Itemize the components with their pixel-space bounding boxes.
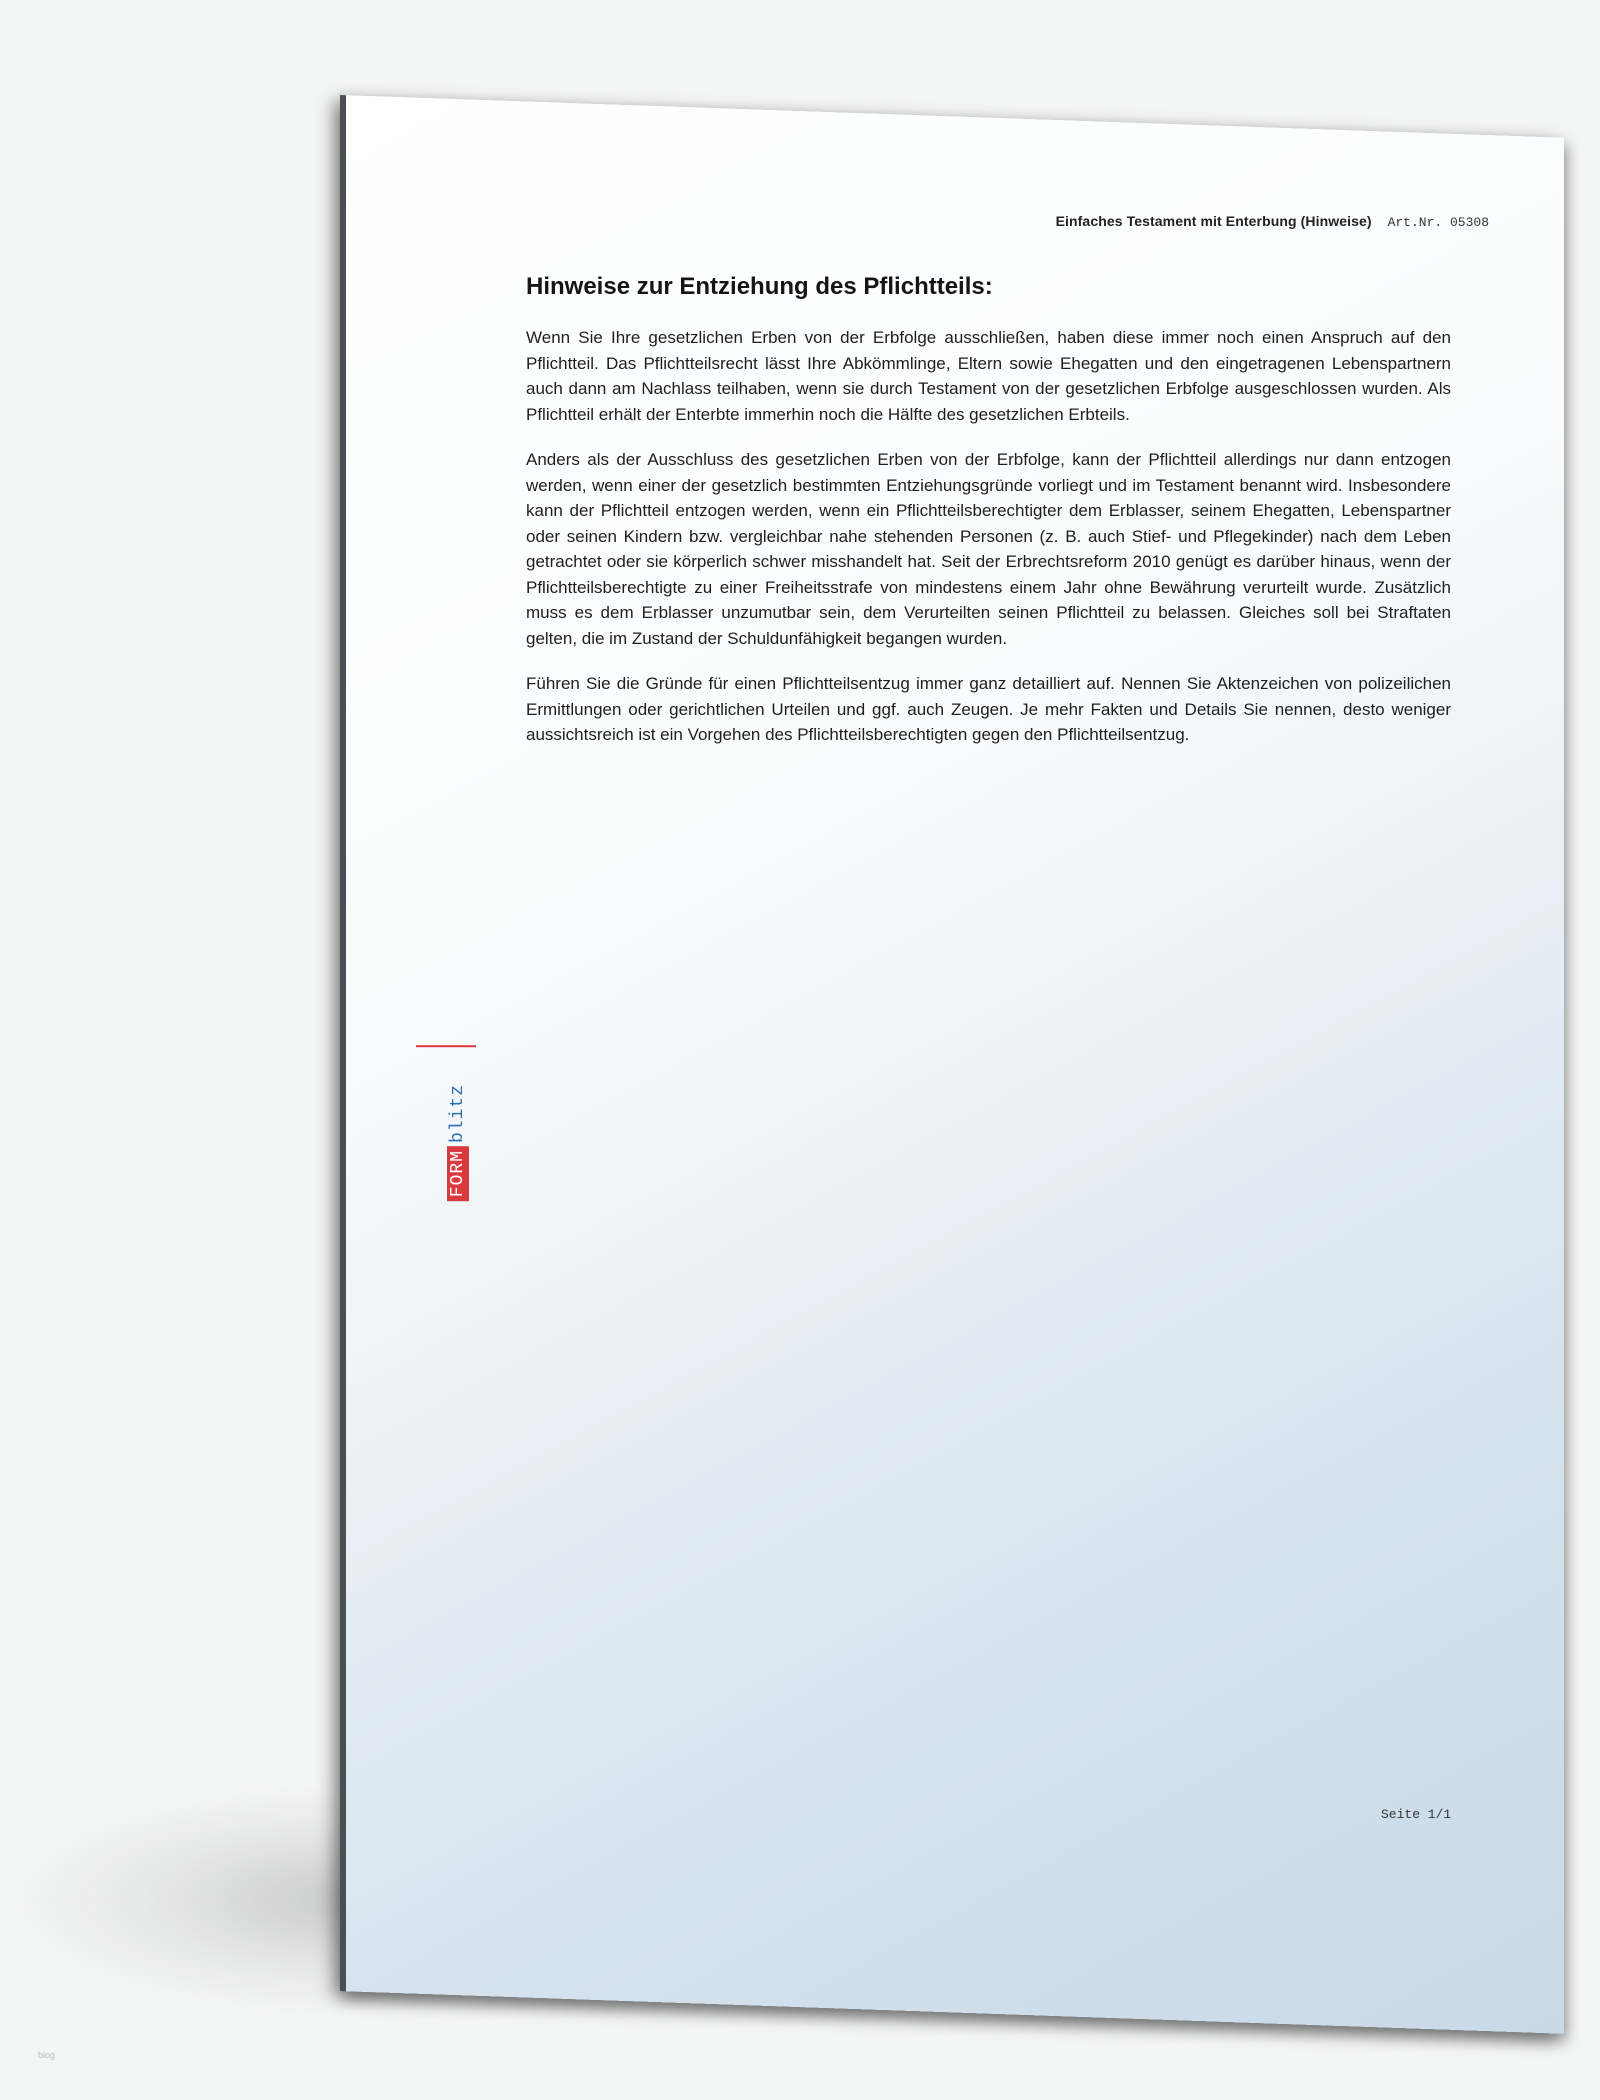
article-number: Art.Nr. 05308 (1387, 215, 1489, 231)
paragraph-1: Wenn Sie Ihre gesetzlichen Erben von der Erbfolge ausschließen, haben diese immer noch einen Anspruch auf den Pflichtteil. Das Pflichtteilsrecht lässt Ihre Abkömmlinge, Eltern sowie Ehegatten und den eingetragenen Lebenspartnern auch dann am Nachlass teilhaben, wenn sie durch Testament von der gesetzlichen Erbfolge ausgeschlossen wurden. Als Pflichtteil erhält der Enterbte immerhin noch die Hälfte des gesetzlichen Erbteils. (526, 328, 1451, 424)
logo-accent-bar (416, 1045, 476, 1047)
document-page-content (346, 95, 1564, 1991)
logo-wordmark (447, 1051, 469, 1201)
document-header (1056, 213, 1489, 230)
page-number: Seite 1/1 (1381, 1807, 1452, 1823)
paragraph-2: Anders als der Ausschluss des gesetzlichen Erben von der Erbfolge, kann der Pflichtteil allerdings nur dann entzogen werden, wenn einer der gesetzlich bestimmten Entziehungsgründe vorliegt und im Testament benannt wird. Insbesondere kann der Pflichtteil entzogen werden, wenn ein Pflichtteilsberechtigter dem Erblasser, seinem Ehegatten, Lebenspartner oder seinen Kindern bzw. vergleichbar nahe stehenden Personen (z. B. auch Stief- und Pflegekinder) nach dem Leben getrachtet oder sie körperlich schwer misshandelt hat. Seit der Erbrechtsreform 2010 genügt es darüber hinaus, wenn der Pflichtteilsberechtigte zu einer Freiheitsstrafe von mindestens einem Jahr ohne Bewährung verurteilt wurde. Zusätzlich muss es dem Erblasser unzumutbar sein, dem Verurteilten seinen Pflichtteil zu belassen. Gleiches soll bei Straftaten gelten, die im Zustand der Schuldunfähigkeit begangen wurden. (526, 450, 1451, 648)
document-body (526, 273, 1451, 768)
document-page (340, 95, 1564, 2034)
logo-part-blitz: blitz (448, 1083, 468, 1143)
corner-watermark: blog (38, 2050, 56, 2060)
formblitz-logo (416, 1045, 476, 1215)
logo-part-form: FORM (447, 1146, 469, 1201)
paragraph-3: Führen Sie die Gründe für einen Pflichtteilsentzug immer ganz detailliert auf. Nennen Sie Aktenzeichen von polizeilichen Ermittlungen oder gerichtlichen Urteilen und ggf. auch Zeugen. Je mehr Fakten und Details Sie nennen, desto weniger aussichtsreich ist ein Vorgehen des Pflichtteilsberechtigten gegen den Pflichtteilsentzug. (526, 674, 1451, 745)
document-heading: Hinweise zur Entziehung des Pflichtteils: (526, 273, 993, 301)
header-title: Einfaches Testament mit Enterbung (Hinweise) (1055, 213, 1372, 230)
